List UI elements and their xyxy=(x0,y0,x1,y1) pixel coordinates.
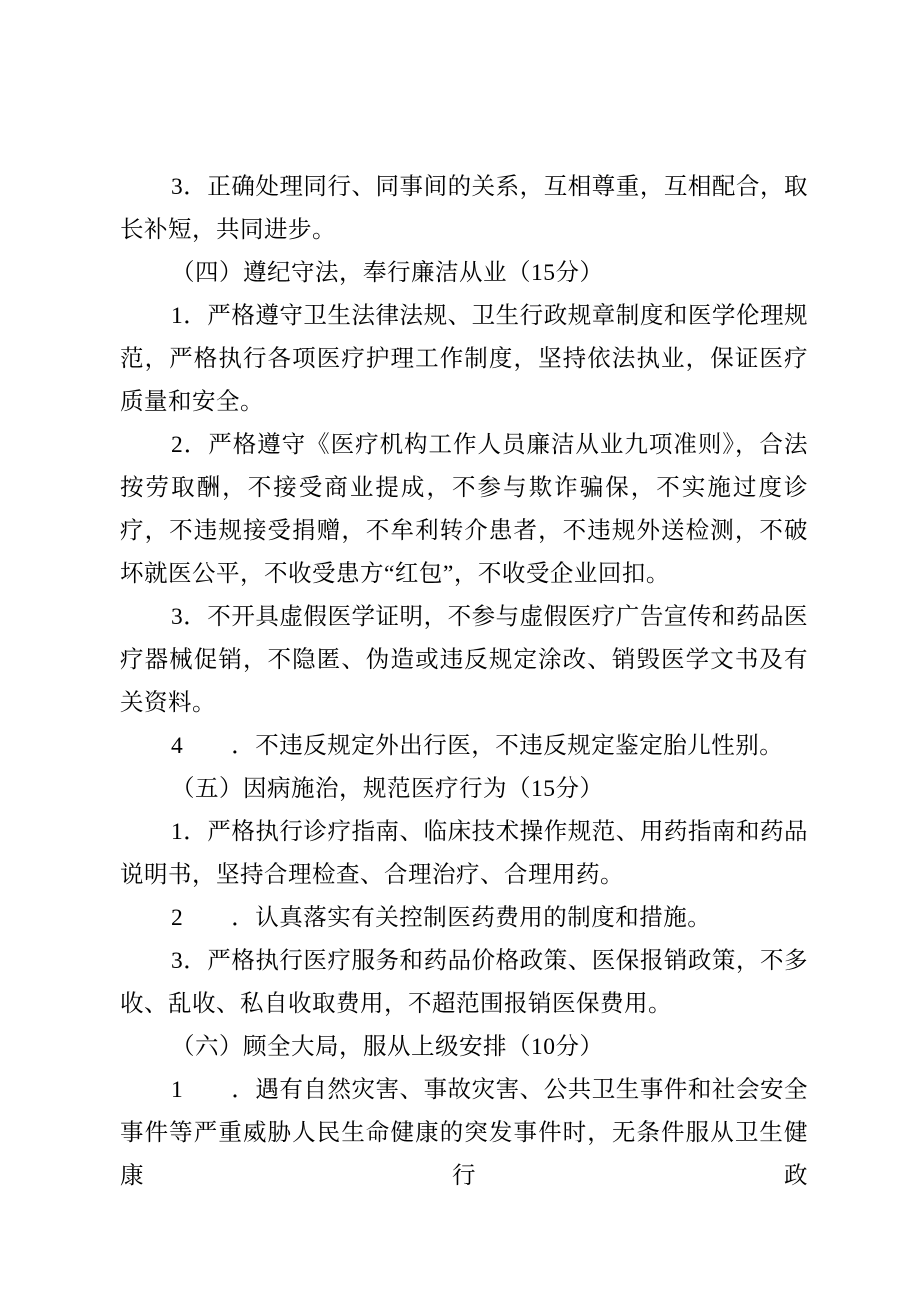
paragraph: 2 ．认真落实有关控制医药费用的制度和措施。 xyxy=(171,905,712,931)
document-body xyxy=(120,166,808,1198)
paragraph: 1．严格执行诊疗指南、临床技术操作规范、用药指南和药品说明书，坚持合理检查、合理治疗、合理用药。 xyxy=(120,819,808,888)
section-heading: （六）顾全大局，服从上级安排（10分） xyxy=(171,1034,604,1060)
paragraph: 1．严格遵守卫生法律法规、卫生行政规章制度和医学伦理规范，严格执行各项医疗护理工作制度，坚持依法执业，保证医疗质量和安全。 xyxy=(120,303,808,415)
section-heading: （四）遵纪守法，奉行廉洁从业（15分） xyxy=(171,260,604,286)
paragraph: 4 ．不违反规定外出行医，不违反规定鉴定胎儿性别。 xyxy=(171,733,784,759)
paragraph: 3．正确处理同行、同事间的关系，互相尊重，互相配合，取长补短，共同进步。 xyxy=(120,174,808,243)
paragraph: 3．严格执行医疗服务和药品价格政策、医保报销政策，不多收、乱收、私自收取费用，不超范围报销医保费用。 xyxy=(120,948,808,1017)
paragraph: 2．严格遵守《医疗机构工作人员廉洁从业九项准则》，合法按劳取酬，不接受商业提成，不参与欺诈骗保，不实施过度诊疗，不违规接受捐赠，不牟利转介患者，不违规外送检测，不破坏就医公平，不收受患方“红包”，不收受企业回扣。 xyxy=(120,432,808,587)
paragraph: 3．不开具虚假医学证明，不参与虚假医疗广告宣传和药品医疗器械促销，不隐匿、伪造或违反规定涂改、销毁医学文书及有关资料。 xyxy=(120,604,808,716)
section-heading: （五）因病施治，规范医疗行为（15分） xyxy=(171,776,604,802)
paragraph: 1 ．遇有自然灾害、事故灾害、公共卫生事件和社会安全事件等严重威胁人民生命健康的突发事件时，无条件服从卫生健康行政 xyxy=(120,1077,808,1189)
